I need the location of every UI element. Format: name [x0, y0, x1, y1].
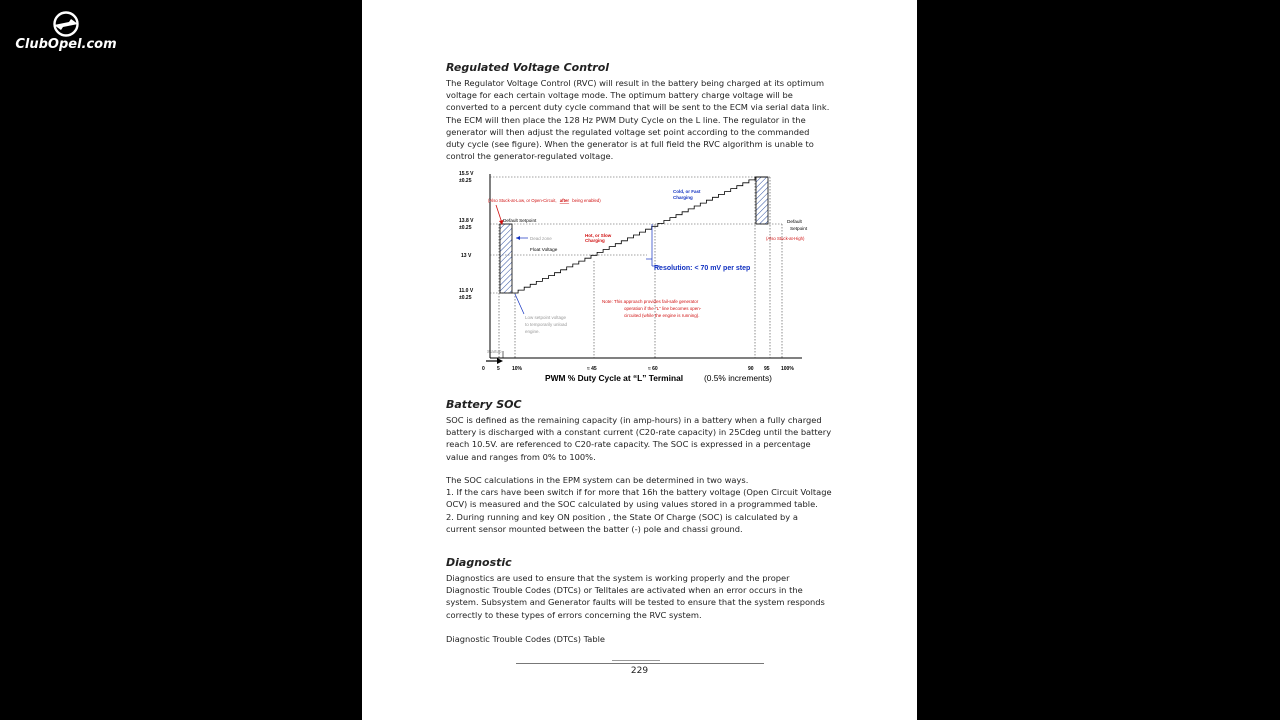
opel-logo-icon [52, 10, 80, 38]
y-label-15-5-tol: ±0.25 [459, 178, 472, 184]
heading-battery-soc: Battery SOC [446, 398, 522, 411]
hot-charging-label-1: Hot, or Slow [585, 233, 612, 238]
paragraph-soc-methods [446, 474, 836, 535]
text-line: control the generator-regulated voltage. [446, 151, 614, 162]
startup-arrowhead-icon [497, 358, 503, 364]
startup-label: Startup [487, 349, 502, 354]
default-setpoint-left-label: Default Setpoint [503, 218, 537, 223]
x-tick-5: 5 [497, 366, 500, 372]
x-tick-100: 100% [781, 366, 794, 372]
float-voltage-label: Float Voltage [530, 247, 558, 252]
stuck-low-text-1: (Also Stuck-at-Low, or Open-Circuit, [488, 198, 557, 203]
dead-zone-label: Dead zone [530, 236, 552, 241]
text-line: The Regulator Voltage Control (RVC) will result in the battery being charged at its optimum [446, 78, 825, 88]
stuck-low-annotation [488, 198, 601, 203]
resolution-label: Resolution: < 70 mV per step [654, 265, 751, 272]
footer-rule [516, 663, 764, 664]
default-setpoint-right-2: Setpoint [790, 226, 808, 231]
text-line: OCV) is measured and the SOC calculated by using values stored in a programmed table. [446, 499, 818, 510]
text-line: 2. During running and key ON position , the State Of Charge (SOC) is calculated by a [446, 511, 798, 522]
note-line-2: operation if the "L" line becomes open- [624, 306, 702, 311]
text-line: battery is discharged with a constant current (C20-rate capacity) in 25Cdeg until the battery [446, 427, 832, 438]
text-line: SOC is defined as the remaining capacity (in amp-hours) in a battery when a fully charged [446, 415, 822, 425]
x-axis-title: PWM % Duty Cycle at “L” Terminal [545, 373, 684, 383]
dead-zone-arrowhead-icon [516, 236, 520, 240]
high-setpoint-box [756, 177, 768, 224]
stuck-low-arrow-icon [496, 205, 502, 223]
low-setpoint-line-2: to temporarily unload [525, 322, 568, 327]
note-line-3: circuited (while the engine is running). [624, 313, 700, 318]
duty-cycle-staircase [512, 177, 768, 293]
text-line: reach 10.5V. are referenced to C20-rate capacity. The SOC is expressed in a percentage [446, 439, 811, 450]
text-line: system. Subsystem and Generator faults will be tested to ensure that the system responds [446, 597, 825, 608]
page-number: 229 [630, 666, 649, 676]
stuck-low-text-2: after [559, 198, 570, 203]
text-line: converted to a percent duty cycle command that will be sent to the ECM via serial data link. [446, 102, 830, 113]
text-line: 1. If the cars have been switch if for more that 16h the battery voltage (Open Circuit Voltage [446, 487, 832, 498]
cold-charging-label-2: Charging [673, 195, 693, 200]
text-line: voltage for each certain voltage mode. The optimum battery charge voltage will be [446, 90, 793, 101]
text-line: generator will then adjust the regulated voltage set point according to the commanded [446, 126, 810, 137]
y-label-11: 11.0 V [459, 288, 474, 294]
text-line: duty cycle (see figure). When the generator is at full field the RVC algorithm is unable to [446, 139, 814, 150]
default-setpoint-right-1: Default [787, 219, 802, 224]
low-setpoint-box [500, 224, 512, 293]
y-label-13-8-tol: ±0.25 [459, 225, 472, 231]
x-tick-90: 90 [748, 366, 754, 372]
text-line: value and ranges from 0% to 100%. [446, 451, 596, 462]
text-line: correctly to these types of errors concerning the RVC system. [446, 609, 702, 620]
x-tick-95: 95 [764, 366, 770, 372]
footer-rule-short [612, 660, 660, 661]
x-axis-title-note: (0.5% increments) [704, 373, 772, 383]
pwm-voltage-figure [459, 166, 812, 388]
paragraph-diagnostic [446, 572, 836, 621]
stuck-high-annotation: (Also Stuck-at-High) [766, 236, 805, 241]
low-setpoint-line-3: engine. [525, 329, 540, 334]
x-tick-10: 10% [512, 366, 523, 372]
heading-regulated-voltage-control: Regulated Voltage Control [446, 61, 610, 74]
y-label-13: 13 V [461, 253, 472, 259]
note-line-1: Note: This approach provides fail-safe generator [602, 299, 699, 304]
logo-text: ClubOpel.com [15, 37, 117, 52]
text-line: current sensor mounted between the batter (-) pole and chassi ground. [446, 523, 743, 534]
paragraph-soc-definition [446, 414, 836, 463]
x-tick-0: 0 [482, 366, 485, 372]
heading-diagnostic: Diagnostic [446, 556, 512, 569]
dtc-table-title: Diagnostic Trouble Codes (DTCs) Table [446, 634, 606, 644]
cold-charging-label-1: Cold, or Fast [673, 189, 701, 194]
low-setpoint-line-1: Low setpoint voltage [525, 315, 567, 320]
low-setpoint-arrow-icon [515, 294, 524, 314]
stuck-low-text-3: being enabled) [572, 198, 601, 203]
cluboPel-logo [14, 10, 118, 54]
x-tick-45: ≈ 45 [587, 366, 597, 372]
document-page [362, 0, 917, 720]
y-label-11-tol: ±0.25 [459, 295, 472, 301]
text-line: The ECM will then place the 128 Hz PWM Duty Cycle on the L line. The regulator in the [446, 114, 806, 125]
y-label-15-5: 15.5 V [459, 171, 474, 177]
y-label-13-8: 13.8 V [459, 218, 474, 224]
hot-charging-label-2: Charging [585, 238, 605, 243]
text-line: Diagnostics are used to ensure that the system is working properly and the proper [446, 573, 790, 583]
x-tick-60: ≈ 60 [648, 366, 658, 372]
text-line: Diagnostic Trouble Codes (DTCs) or Telltales are activated when an error occurs in the [446, 585, 803, 596]
paragraph-rvc [446, 77, 836, 162]
text-line: The SOC calculations in the EPM system can be determined in two ways. [446, 475, 749, 485]
